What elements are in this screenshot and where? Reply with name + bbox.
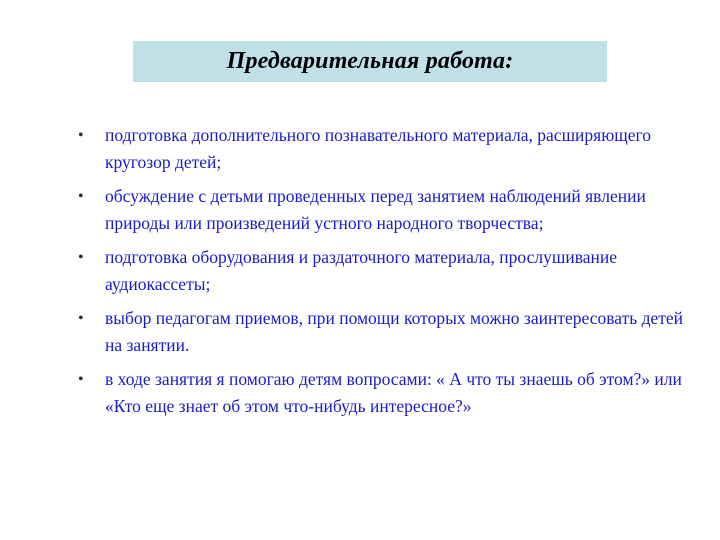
- bullet-text-1: подготовка дополнительного познавательного материала, расширяющего кругозор детей;: [105, 125, 652, 172]
- bullet-marker: •: [78, 127, 84, 144]
- bullet-item-2: [78, 183, 698, 237]
- bullet-marker: •: [78, 188, 84, 205]
- bullet-text-3: подготовка оборудования и раздаточного материала, прослушивание аудиокассеты;: [105, 247, 617, 294]
- bullet-item-3: [78, 244, 698, 298]
- bullet-marker: •: [78, 371, 84, 388]
- bullet-marker: •: [78, 249, 84, 266]
- bullet-item-5: [78, 366, 698, 420]
- bullet-list: [78, 122, 698, 427]
- bullet-text-2: обсуждение с детьми проведенных перед занятием наблюдений явлении природы или произведений устного народного творчества;: [105, 186, 646, 233]
- bullet-text-5: в ходе занятия я помогаю детям вопросами: « А что ты знаешь об этом?» или «Кто еще знает об этом что-нибудь интересное?»: [105, 369, 682, 416]
- title-banner: [133, 41, 607, 82]
- bullet-text-4: выбор педагогам приемов, при помощи которых можно заинтересовать детей на занятии.: [105, 308, 684, 355]
- bullet-item-4: [78, 305, 698, 359]
- slide-title: Предварительная работа:: [226, 48, 514, 74]
- bullet-marker: •: [78, 310, 84, 327]
- bullet-item-1: [78, 122, 698, 176]
